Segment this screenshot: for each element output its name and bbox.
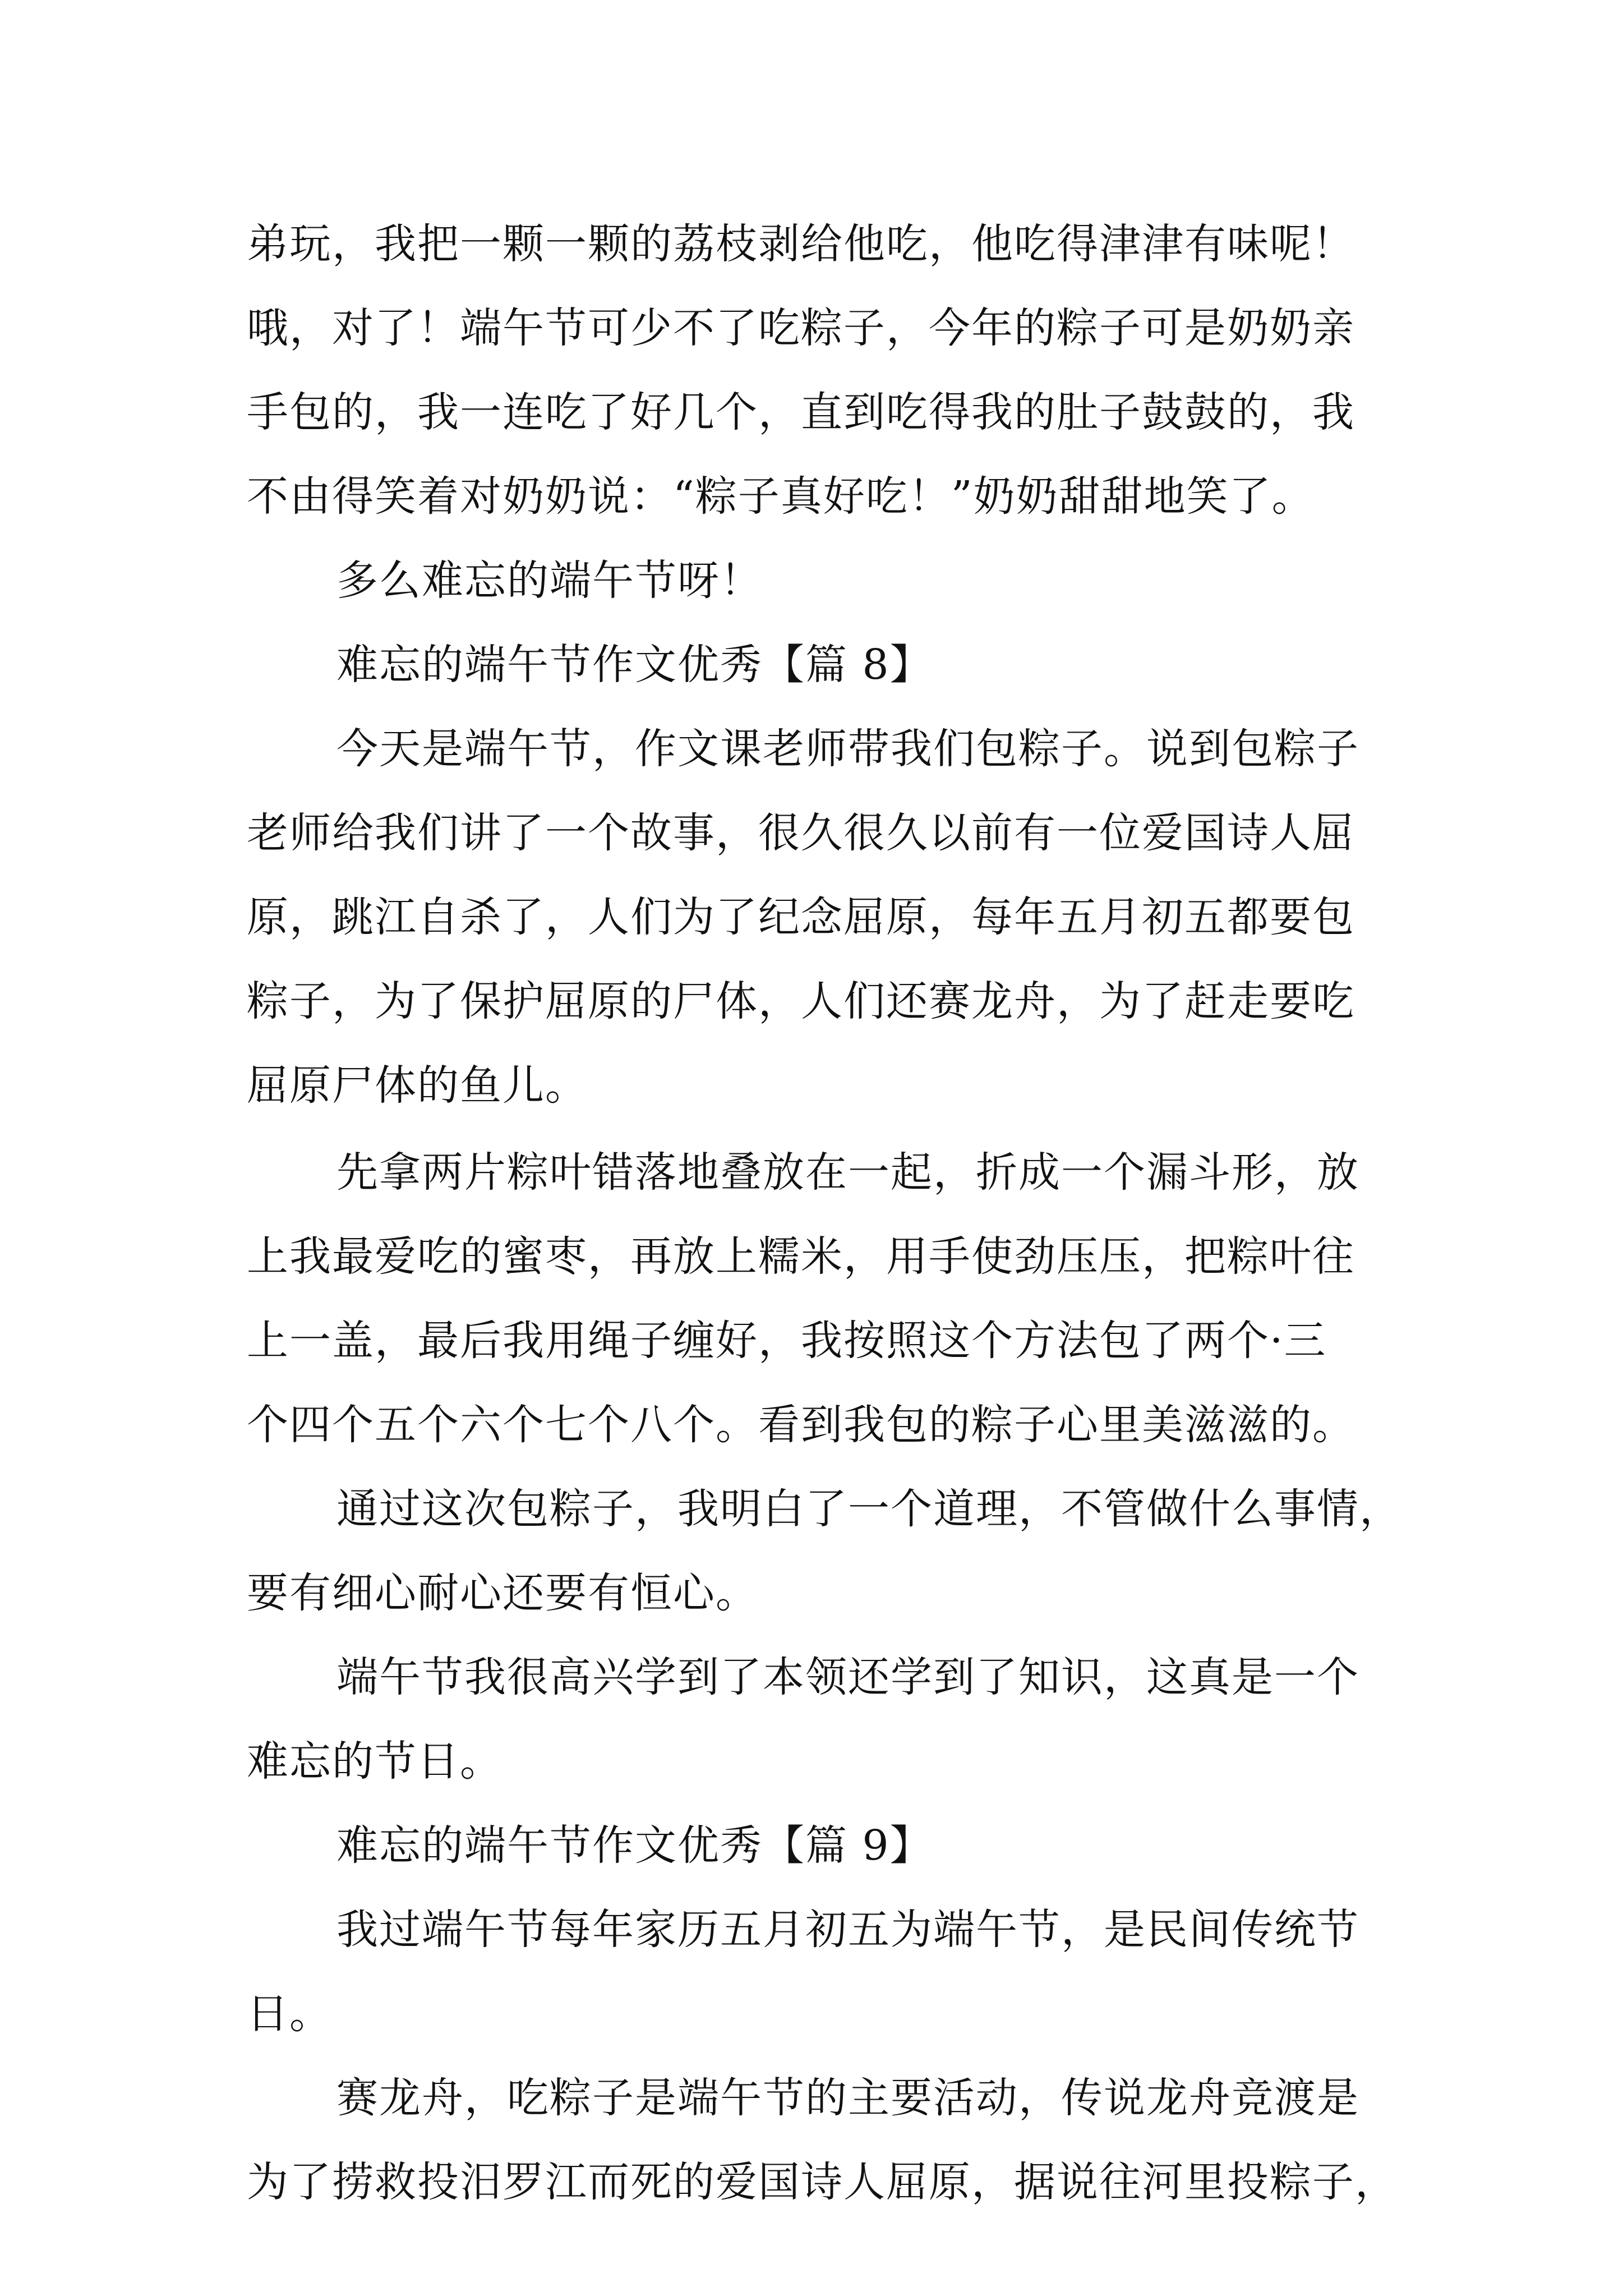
text-line: 我过端午节每年家历五月初五为端午节，是民间传统节 bbox=[336, 1906, 1359, 1954]
text-line: 屈原尸体的鱼儿。 bbox=[247, 1061, 588, 1110]
text-line: 日。 bbox=[247, 1990, 332, 2038]
text-line: 赛龙舟，吃粽子是端午节的主要活动，传说龙舟竞渡是 bbox=[336, 2074, 1359, 2122]
text-line: 先拿两片粽叶错落地叠放在一起，折成一个漏斗形，放 bbox=[336, 1148, 1359, 1197]
text-line: 弟玩，我把一颗一颗的荔枝剥给他吃，他吃得津津有味呢！ bbox=[247, 220, 1355, 268]
section-heading: 难忘的端午节作文优秀【篇 9】 bbox=[336, 1821, 933, 1870]
text-line: 今天是端午节，作文课老师带我们包粽子。说到包粽子 bbox=[336, 725, 1359, 773]
text-line: 粽子，为了保护屈原的尸体，人们还赛龙舟，为了赶走要吃 bbox=[247, 977, 1355, 1025]
text-line: 手包的，我一连吃了好几个，直到吃得我的肚子鼓鼓的，我 bbox=[247, 388, 1355, 436]
text-line: 多么难忘的端午节呀！ bbox=[336, 556, 763, 605]
text-line: 难忘的节日。 bbox=[247, 1737, 502, 1786]
text-line: 为了捞救投汨罗江而死的爱国诗人屈原，据说往河里投粽子， bbox=[247, 2158, 1398, 2206]
text-line: 不由得笑着对奶奶说：“粽子真好吃！”奶奶甜甜地笑了。 bbox=[247, 472, 1315, 521]
text-line: 通过这次包粽子，我明白了一个道理，不管做什么事情， bbox=[336, 1485, 1402, 1533]
text-line: 端午节我很高兴学到了本领还学到了知识，这真是一个 bbox=[336, 1653, 1359, 1701]
text-line: 上一盖，最后我用绳子缠好，我按照这个方法包了两个·三 bbox=[247, 1317, 1327, 1365]
section-heading: 难忘的端午节作文优秀【篇 8】 bbox=[336, 641, 933, 689]
text-line: 上我最爱吃的蜜枣，再放上糯米，用手使劲压压，把粽叶往 bbox=[247, 1232, 1355, 1281]
text-line: 要有细心耐心还要有恒心。 bbox=[247, 1569, 758, 1617]
text-line: 原，跳江自杀了，人们为了纪念屈原，每年五月初五都要包 bbox=[247, 893, 1355, 941]
text-line: 个四个五个六个七个八个。看到我包的粽子心里美滋滋的。 bbox=[247, 1401, 1355, 1449]
text-line: 老师给我们讲了一个故事，很久很久以前有一位爱国诗人屈 bbox=[247, 809, 1355, 857]
text-line: 哦，对了！端午节可少不了吃粽子，今年的粽子可是奶奶亲 bbox=[247, 304, 1355, 352]
